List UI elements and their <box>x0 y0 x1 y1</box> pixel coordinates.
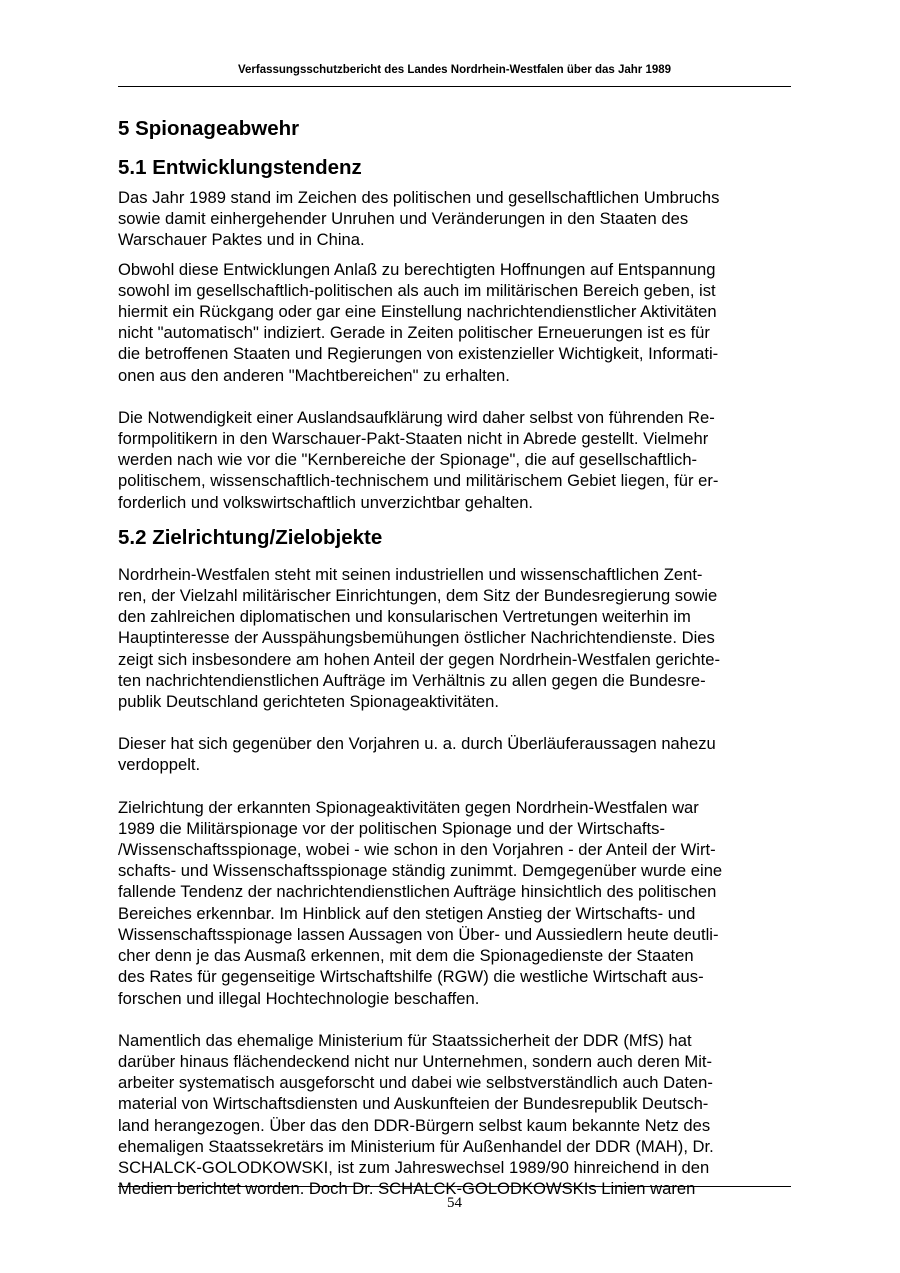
paragraph: Zielrichtung der erkannten Spionageaktivitäten gegen Nordrhein-Westfalen war 1989 die Militärspionage vor der politischen Spionage und der Wirtschafts- /Wissenschaftsspionage, wobei - wie schon in den Vorjahren - der Anteil der Wirt- schafts- und Wissenschaftsspionage ständig zunimmt. Demgegenüber wurde eine fallende Tendenz der nachrichtendienstlichen Aufträge hinsichtlich des politischen Bereiches erkennbar. Im Hinblick auf den stetigen Anstieg der Wirtschafts- und Wissenschaftsspionage lassen Aussagen von Über- und Aussiedlern heute deutli- cher denn je das Ausmaß erkennen, mit dem die Spionagedienste der Staaten des Rates für gegenseitige Wirtschaftshilfe (RGW) die westliche Wirtschaft aus- forschen und illegal Hochtechnologie beschaffen. <box>118 797 723 1008</box>
paragraph: Die Notwendigkeit einer Auslandsaufklärung wird daher selbst von führenden Re- formpolitikern in den Warschauer-Pakt-Staaten nicht in Abrede gestellt. Vielmehr werden nach wie vor die "Kernbereiche der Spionage", die auf gesellschaftlich- politischem, wissenschaftlich-technischem und militärischem Gebiet liegen, für er- forderlich und volkswirtschaftlich unverzichtbar gehalten. <box>118 407 719 512</box>
paragraph: Obwohl diese Entwicklungen Anlaß zu berechtigten Hoffnungen auf Entspannung sowohl im gesellschaftlich-politischen als auch im militärischen Bereich geben, ist hiermit ein Rückgang oder gar eine Einstellung nachrichtendienstlicher Aktivitäten nicht "automatisch" indiziert. Gerade in Zeiten politischer Erneuerungen ist es für die betroffenen Staaten und Regierungen von existenzieller Wichtigkeit, Informati- onen aus den anderen "Machtbereichen" zu erhalten. <box>118 259 719 385</box>
paragraph: Dieser hat sich gegenüber den Vorjahren u. a. durch Überläuferaussagen nahezu verdoppelt. <box>118 734 716 775</box>
footer-divider <box>118 1186 791 1187</box>
section-heading-zielrichtung: 5.2 Zielrichtung/Zielobjekte <box>118 525 383 549</box>
page-number: 54 <box>447 1195 462 1211</box>
running-header: Verfassungsschutzbericht des Landes Nordrhein-Westfalen über das Jahr 1989 <box>237 64 672 76</box>
header-divider <box>118 86 791 87</box>
paragraph: Nordrhein-Westfalen steht mit seinen industriellen und wissenschaftlichen Zent- ren, der Vielzahl militärischer Einrichtungen, dem Sitz der Bundesregierung sowie den zahlreichen diplomatischen und konsularischen Vertretungen weiterhin im Hauptinteresse der Ausspähungsbemühungen östlicher Nachrichtendienste. Dies zeigt sich insbesondere am hohen Anteil der gegen Nordrhein-Westfalen gerichte- ten nachrichtendienstlichen Aufträge im Verhältnis zu allen gegen die Bundesre- publik Deutschland gerichteten Spionageaktivitäten. <box>118 564 721 712</box>
chapter-heading: 5 Spionageabwehr <box>118 117 300 140</box>
section-heading-entwicklungstendenz: 5.1 Entwicklungstendenz <box>118 156 362 179</box>
page-content <box>118 116 791 1199</box>
paragraph: Namentlich das ehemalige Ministerium für Staatssicherheit der DDR (MfS) hat darüber hinaus flächendeckend nicht nur Unternehmen, sondern auch deren Mit- arbeiter systematisch ausgeforscht und dabei wie selbstverständlich auch Daten- material von Wirtschaftsdiensten und Auskunfteien der Bundesrepublik Deutsch- land herangezogen. Über das den DDR-Bürgern selbst kaum bekannte Netz des ehemaligen Staatssekretärs im Ministerium für Außenhandel der DDR (MAH), Dr. SCHALCK-GOLODKOWSKI, ist zum Jahreswechsel 1989/90 hinreichend in den Medien berichtet worden. Doch Dr. SCHALCK-GOLODKOWSKIs Linien waren <box>118 1030 714 1199</box>
paragraph: Das Jahr 1989 stand im Zeichen des politischen und gesellschaftlichen Umbruchs sowie damit einhergehender Unruhen und Veränderungen in den Staaten des Warschauer Paktes und in China. <box>118 188 720 250</box>
